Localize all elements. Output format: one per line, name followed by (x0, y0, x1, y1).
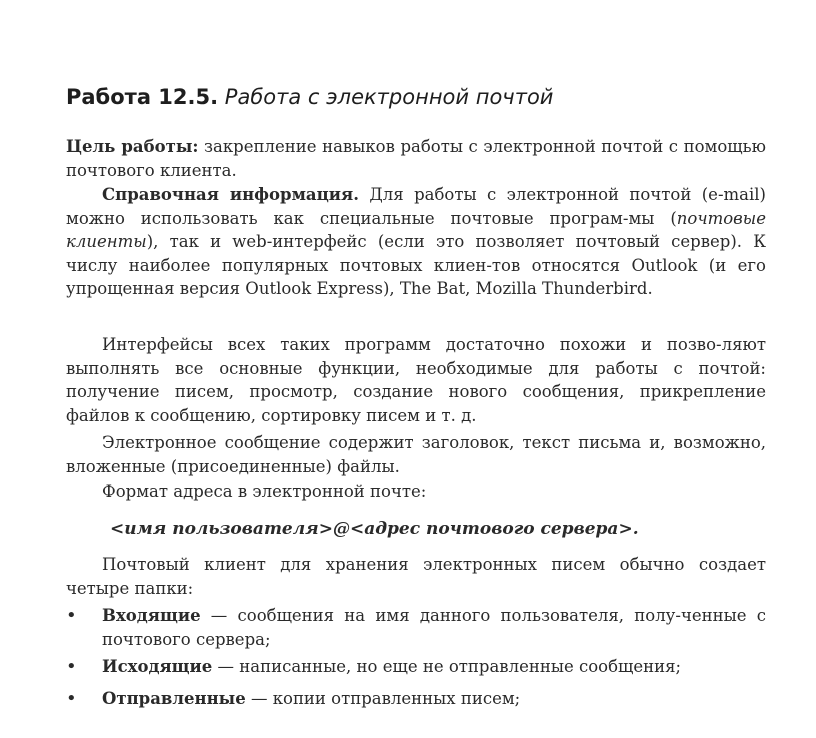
list-item (66, 604, 766, 651)
folder-description: — копии отправленных писем; (245, 689, 521, 708)
folder-term: Входящие (102, 606, 201, 625)
reference-italic-term: почтовые клиенты (66, 208, 766, 252)
list-item (66, 655, 766, 679)
folders-paragraph: Почтовый клиент для хранения электронных писем обычно создает четыре папки: (66, 555, 766, 598)
address-format-formula: <имя пользователя>@<адрес почтового сервера>. (110, 519, 639, 539)
interfaces-paragraph: Интерфейсы всех таких программ достаточно похожи и позво-ляют выполнять все основные функции, необходимые для работы с почтой: получение писем, просмотр, создание нового сообщения, прикрепление файлов к сообщению, сортировку писем и т. д. (66, 335, 766, 425)
section-heading (66, 84, 553, 110)
reference-text-after: ), так и web-интерфейс (если это позволяет почтовый сервер). К числу наиболее популярных почтовых клиен-тов относятся Outlook (и его упрощенная версия Outlook Express), The Bat, Mozilla Thunderbird. (66, 232, 766, 299)
folder-description: — написанные, но еще не отправленные сообщения; (212, 657, 682, 676)
folder-term: Отправленные (102, 689, 246, 708)
bullet-icon: • (66, 656, 77, 677)
section-number: Работа 12.5. (66, 85, 219, 109)
bullet-icon: • (66, 688, 77, 709)
folder-term: Исходящие (102, 657, 213, 676)
reference-paragraph (66, 183, 766, 301)
reference-text-before: Для работы с электронной почтой (e-mail) можно использовать как специальные почтовые програм-мы ( (66, 185, 766, 228)
goal-text: закрепление навыков работы с электронной почтой с помощью почтового клиента. (66, 137, 766, 180)
goal-label: Цель работы: (66, 137, 199, 156)
message-paragraph: Электронное сообщение содержит заголовок, текст письма и, возможно, вложенные (присоединенные) файлы. (66, 433, 766, 476)
folder-description: — сообщения на имя данного пользователя, полу-ченные с почтового сервера; (102, 606, 766, 649)
list-item (66, 687, 766, 711)
format-paragraph: Формат адреса в электронной почте: (102, 482, 427, 501)
bullet-icon: • (66, 605, 77, 626)
section-title: Работа с электронной почтой (224, 85, 554, 109)
reference-label: Справочная информация. (102, 185, 359, 204)
goal-paragraph (66, 135, 766, 182)
